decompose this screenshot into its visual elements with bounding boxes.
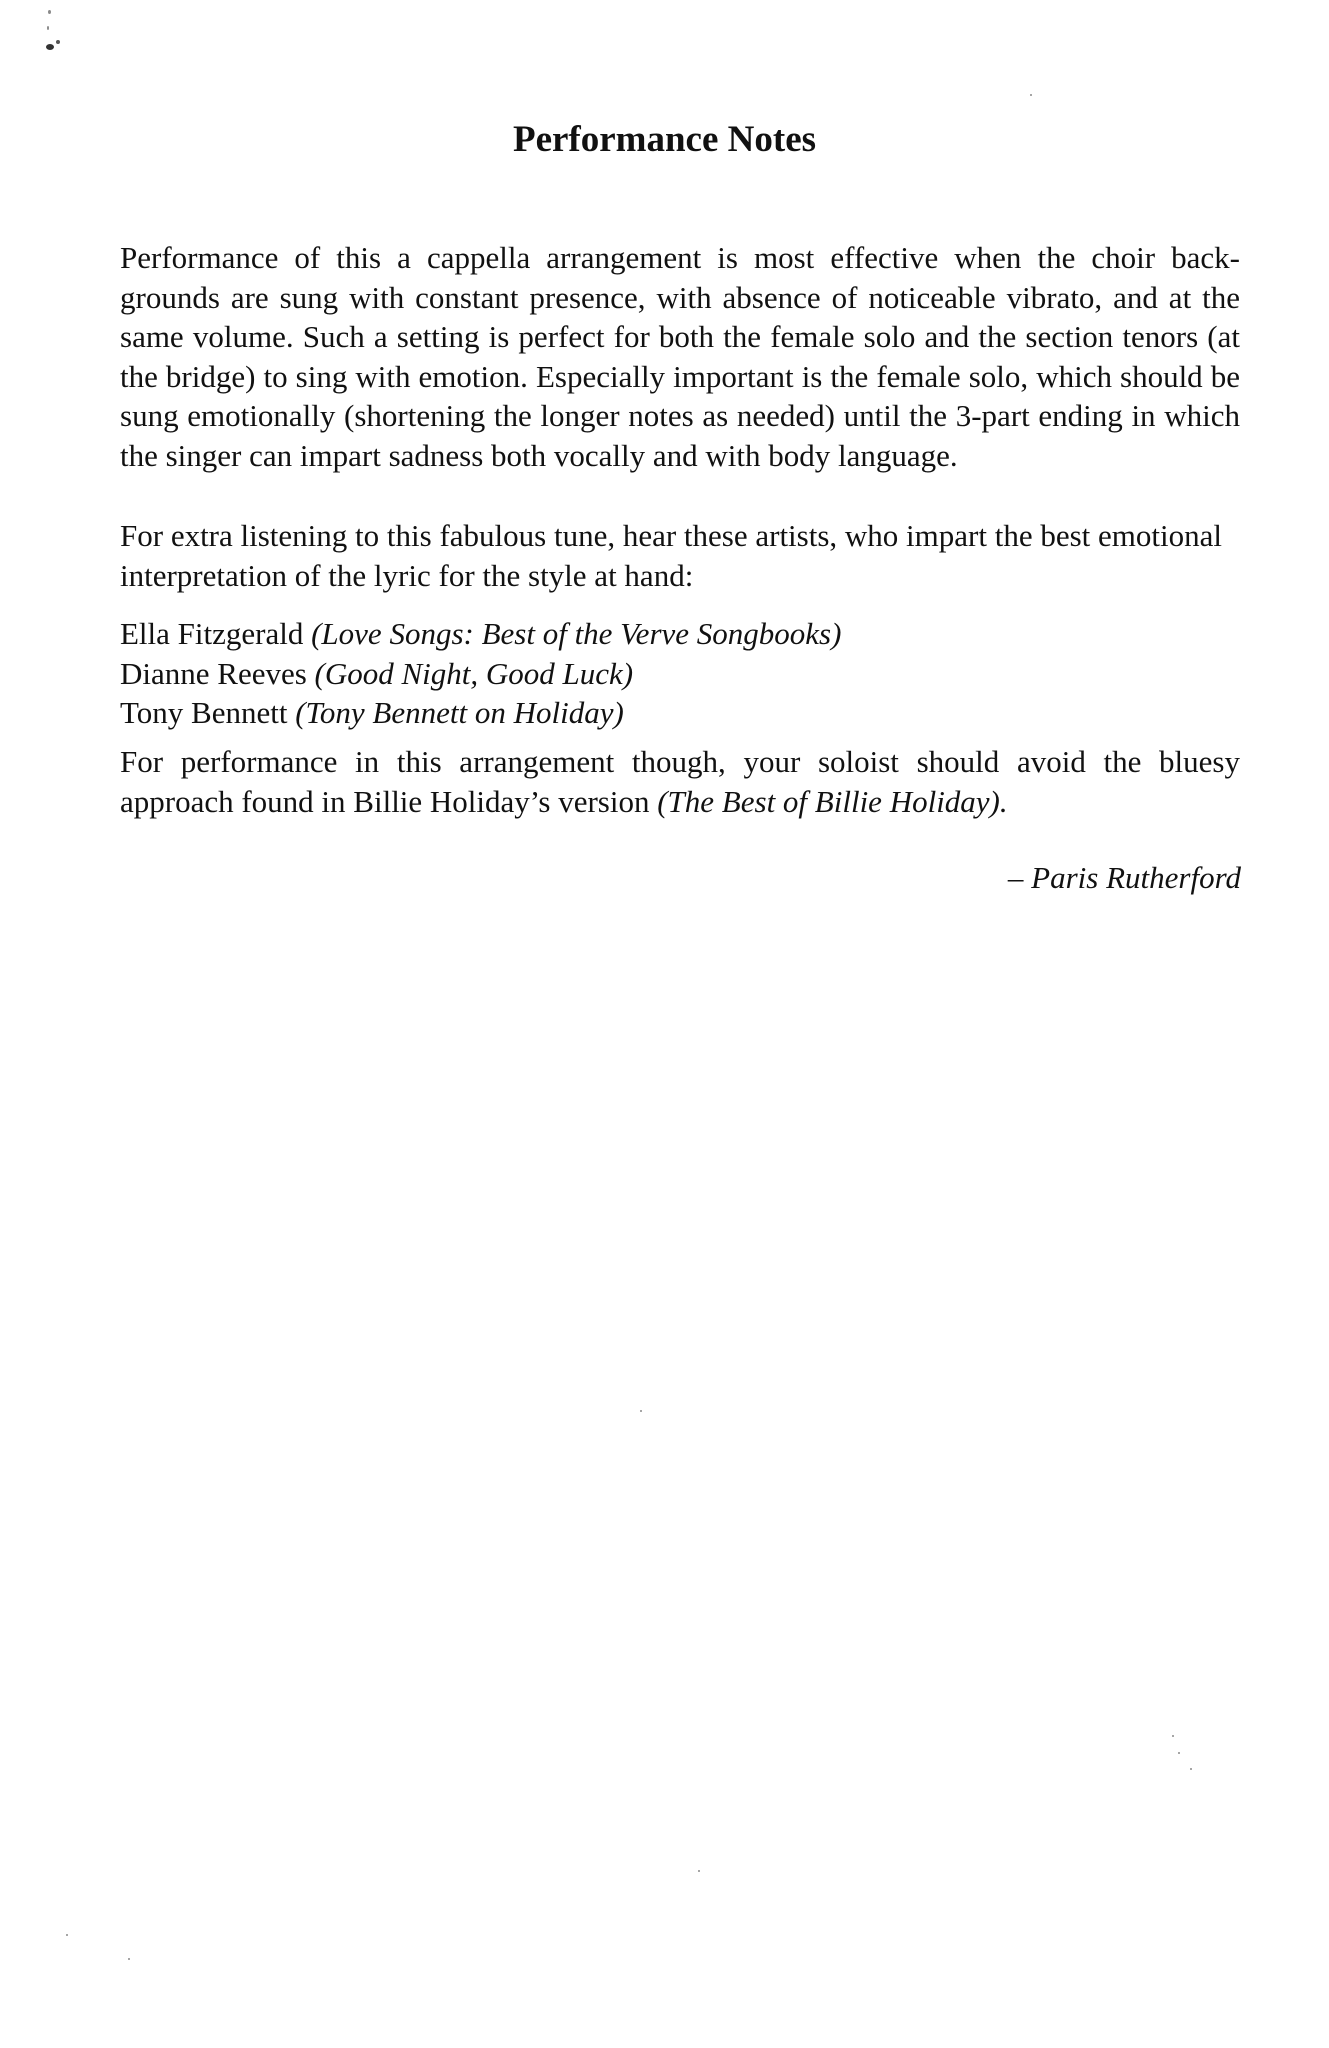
list-item — [120, 614, 1240, 654]
scan-speck — [1030, 94, 1032, 96]
album-title: (The Best of Billie Holiday). — [657, 783, 1008, 819]
scan-speck — [66, 1934, 68, 1936]
scan-speck — [698, 1870, 700, 1872]
scan-speck — [47, 26, 49, 30]
scan-speck — [56, 40, 60, 44]
scan-speck — [46, 44, 54, 50]
artist-name: Ella Fitzgerald — [120, 616, 304, 651]
artist-name: Dianne Reeves — [120, 655, 307, 691]
scan-speck — [1178, 1752, 1180, 1754]
scan-speck — [48, 10, 51, 14]
scan-speck — [128, 1958, 130, 1960]
paragraph-text — [120, 742, 1240, 821]
page-title: Performance Notes — [512, 119, 817, 160]
album-title: (Tony Bennett on Holiday) — [295, 695, 624, 730]
album-title: (Good Night, Good Luck) — [314, 655, 634, 691]
list-item — [120, 693, 1240, 733]
author-signature: – Paris Rutherford — [1007, 860, 1241, 895]
album-title: (Love Songs: Best of the Verve Songbooks) — [311, 616, 842, 651]
recordings-list — [120, 614, 1240, 733]
list-item — [120, 654, 1240, 694]
paragraph-approach — [120, 742, 1240, 821]
paragraph-text: Performance of this a cappella arrangement is most effective when the choir back-grounds are sung with constant presence, with absence of noticeable vibrato, and at the same volume. Such a setting is perfect for both the female solo and the section tenors (at the bridge) to sing with emotion. Especially important is the female solo, which should be sung emotionally (shortening the longer notes as needed) until the 3-part ending in which the singer can impart sadness both vocally and with body language. — [120, 240, 1240, 473]
scan-speck — [1190, 1768, 1192, 1770]
scan-speck — [1172, 1735, 1174, 1737]
paragraph-text: For extra listening to this fabulous tune, hear these artists, who impart the best emotional interpretation of the lyric for the style at hand: — [120, 518, 1222, 593]
paragraph-body: For performance in this arrangement though, your soloist should avoid the bluesy approach found in Billie Holiday’s version — [120, 744, 1240, 819]
scan-speck — [640, 1410, 642, 1412]
artist-name: Tony Bennett — [120, 695, 288, 730]
paragraph-listening — [120, 516, 1240, 595]
paragraph-performance — [120, 238, 1240, 475]
